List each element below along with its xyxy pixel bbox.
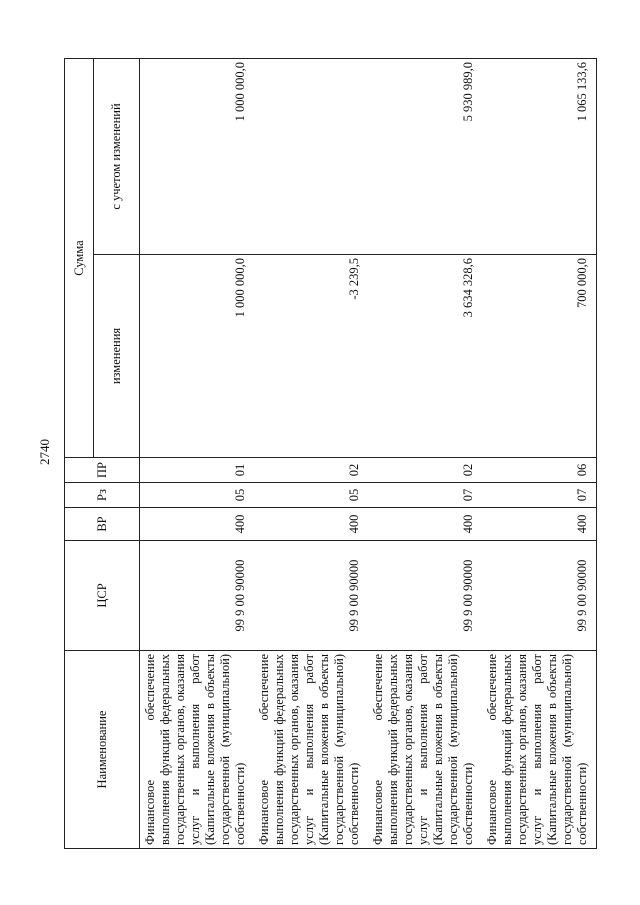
row-vr: 400 <box>482 508 597 541</box>
budget-table <box>64 58 597 849</box>
row-rz: 05 <box>140 483 255 508</box>
row-with-changes: 1 065 133,6 <box>482 59 597 255</box>
header-sum: Сумма <box>65 59 94 458</box>
header-pr: ПР <box>65 458 140 483</box>
row-pr: 02 <box>254 458 368 483</box>
header-with-changes: с учетом изменений <box>94 59 140 255</box>
row-name: Финансовое обеспечение выполнения функций федеральных государственных органов, оказания услуг и выполнения работ (Капитальные вложения в объекты государственной (муниципальной) собственности) <box>140 651 255 849</box>
row-pr: 02 <box>368 458 482 483</box>
row-csr: 99 9 00 90000 <box>254 541 368 651</box>
table-row <box>140 59 255 849</box>
page-number: 2740 <box>37 439 52 465</box>
header-name: Наименование <box>65 651 140 849</box>
row-changes: -3 239,5 <box>254 255 368 458</box>
row-csr: 99 9 00 90000 <box>482 541 597 651</box>
table-row <box>254 59 368 849</box>
header-vr: ВР <box>65 508 140 541</box>
row-name: Финансовое обеспечение выполнения функций федеральных государственных органов, оказания услуг и выполнения работ (Капитальные вложения в объекты государственной (муниципальной) собственности) <box>254 651 368 849</box>
row-vr: 400 <box>368 508 482 541</box>
row-pr: 01 <box>140 458 255 483</box>
table-row <box>368 59 482 849</box>
rotated-table-container <box>64 59 589 849</box>
row-changes: 3 634 328,6 <box>368 255 482 458</box>
header-changes: изменения <box>94 255 140 458</box>
header-row <box>65 59 94 849</box>
row-rz: 07 <box>482 483 597 508</box>
row-rz: 07 <box>368 483 482 508</box>
row-pr: 06 <box>482 458 597 483</box>
row-name: Финансовое обеспечение выполнения функций федеральных государственных органов, оказания услуг и выполнения работ (Капитальные вложения в объекты государственной (муниципальной) собственности) <box>482 651 597 849</box>
row-with-changes: 1 000 000,0 <box>140 59 255 255</box>
row-csr: 99 9 00 90000 <box>368 541 482 651</box>
row-csr: 99 9 00 90000 <box>140 541 255 651</box>
row-vr: 400 <box>140 508 255 541</box>
table-row <box>482 59 597 849</box>
header-csr: ЦСР <box>65 541 140 651</box>
row-vr: 400 <box>254 508 368 541</box>
row-changes: 700 000,0 <box>482 255 597 458</box>
row-changes: 1 000 000,0 <box>140 255 255 458</box>
row-name: Финансовое обеспечение выполнения функций федеральных государственных органов, оказания услуг и выполнения работ (Капитальные вложения в объекты государственной (муниципальной) собственности) <box>368 651 482 849</box>
header-rz: Рз <box>65 483 140 508</box>
row-rz: 05 <box>254 483 368 508</box>
row-with-changes: 5 930 989,0 <box>368 59 482 255</box>
row-with-changes <box>254 59 368 255</box>
